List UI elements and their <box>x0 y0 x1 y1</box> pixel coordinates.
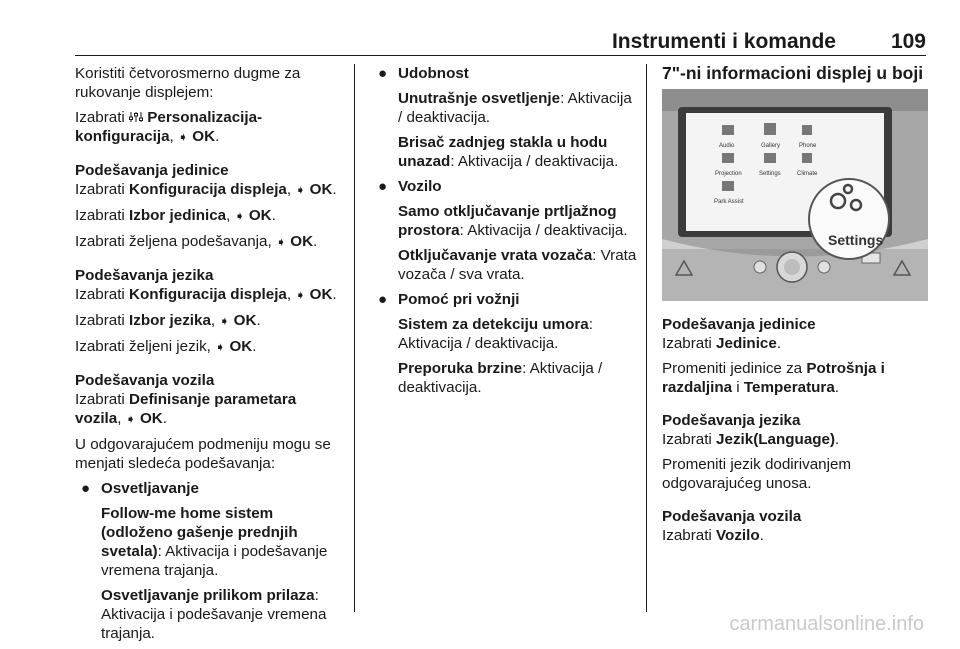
infotainment-photo <box>662 89 928 301</box>
language-step-1: Izabrati Konfiguracija displeja, ➧ OK. <box>75 286 337 303</box>
select-personalization: Izabrati Personalizacija-konfiguracija, ➧ OK. <box>75 109 263 145</box>
watermark: carmanualsonline.info <box>729 613 924 635</box>
column-middle <box>372 64 638 403</box>
units-step-1: Izabrati Konfiguracija displeja, ➧ OK. <box>75 181 337 198</box>
app-label-phone: Phone <box>799 143 817 149</box>
arrow-right-icon: ➧ <box>177 130 189 144</box>
units-step-3: Izabrati željena podešavanja, ➧ OK. <box>75 233 318 250</box>
vehicle-step-1: Izabrati Definisanje parametara vozila, ➧ OK. <box>75 391 297 427</box>
app-label-park-assist: Park Assist <box>714 199 744 205</box>
units-heading: Podešavanja jedinice <box>75 162 229 179</box>
bullet: ● <box>378 291 388 308</box>
intro-text: Koristiti četvorosmerno dugme za rukovanje displejem: <box>75 65 301 101</box>
app-label-settings: Settings <box>759 171 781 177</box>
personalization-item: Personalizacija-konfiguracija <box>75 109 263 145</box>
app-label-gallery: Gallery <box>761 143 781 149</box>
bullet: ● <box>378 65 388 82</box>
arrow-right-icon: ➧ <box>234 209 245 223</box>
language-step-2: Izabrati Izbor jezika, ➧ OK. <box>75 312 261 329</box>
language-heading-right: Podešavanja jezika <box>662 412 801 429</box>
units-step-right: Izabrati Jedinice. <box>662 335 782 352</box>
vehicle-submenu-text: U odgovarajućem podmeniju mogu se menjati sledeća podešavanja: <box>75 436 331 472</box>
section-title: Instrumenti i komande <box>611 30 836 53</box>
arrow-right-icon: ➧ <box>295 183 306 197</box>
display-illustration <box>662 89 928 301</box>
arrow-right-icon: ➧ <box>215 340 226 354</box>
language-step-3: Izabrati željeni jezik, ➧ OK. <box>75 338 257 355</box>
column-right <box>662 64 928 551</box>
units-change-text: Promeniti jedinice za Potrošnja i razdaljina i Temperatura. <box>662 360 885 396</box>
vehicle-heading: Podešavanja vozila <box>75 372 215 389</box>
list-item-lighting: ● Osvetljavanje Follow-me home sistem (odloženo gašenje prednjih svetala): Aktivacija i podešavanje vremena trajanja. Osvetljavanje prilikom prilaza: Aktivacija i podešavanje vremena trajanja. <box>81 480 328 642</box>
ok-label: OK <box>192 128 216 145</box>
page-header <box>75 0 926 56</box>
app-label-projection: Projection <box>715 171 742 177</box>
column-divider-1 <box>354 64 355 612</box>
arrow-right-icon: ➧ <box>125 412 136 426</box>
display-title: 7"-ni informacioni displej u boji <box>662 63 924 83</box>
language-heading: Podešavanja jezika <box>75 267 214 284</box>
list-item-vehicle: ● Vozilo Samo otključavanje prtljažnog prostora: Aktivacija / deaktivacija. Otključavanje vrata vozača: Vrata vozača / sva vrata. <box>378 178 637 283</box>
bullet: ● <box>81 480 91 497</box>
app-label-climate: Climate <box>797 171 818 177</box>
vehicle-heading-right: Podešavanja vozila <box>662 508 802 525</box>
language-change-text: Promeniti jezik dodirivanjem odgovarajućeg unosa. <box>662 456 852 492</box>
units-heading-right: Podešavanja jedinice <box>662 316 816 333</box>
page-number: 109 <box>890 30 926 53</box>
arrow-right-icon: ➧ <box>219 314 230 328</box>
arrow-right-icon: ➧ <box>295 288 306 302</box>
bullet: ● <box>378 178 388 195</box>
language-step-right: Izabrati Jezik(Language). <box>662 431 840 448</box>
app-label-audio: Audio <box>719 143 735 149</box>
list-item-comfort: ● Udobnost Unutrašnje osvetljenje: Aktivacija / deaktivacija. Brisač zadnjeg stakla u hodu unazad: Aktivacija / deaktivacija. <box>378 65 632 170</box>
list-item-driving-assist: ● Pomoć pri vožnji Sistem za detekciju umora: Aktivacija / deaktivacija. Preporuka brzine: Aktivacija / deaktivacija. <box>378 291 603 396</box>
column-left <box>75 64 345 649</box>
settings-zoom-label: Settings <box>828 232 884 248</box>
arrow-right-icon: ➧ <box>275 235 287 249</box>
column-divider-2 <box>646 64 647 612</box>
settings-sliders-icon <box>129 109 143 121</box>
units-step-2: Izabrati Izbor jedinica, ➧ OK. <box>75 207 276 224</box>
vehicle-step-right: Izabrati Vozilo. <box>662 527 764 544</box>
